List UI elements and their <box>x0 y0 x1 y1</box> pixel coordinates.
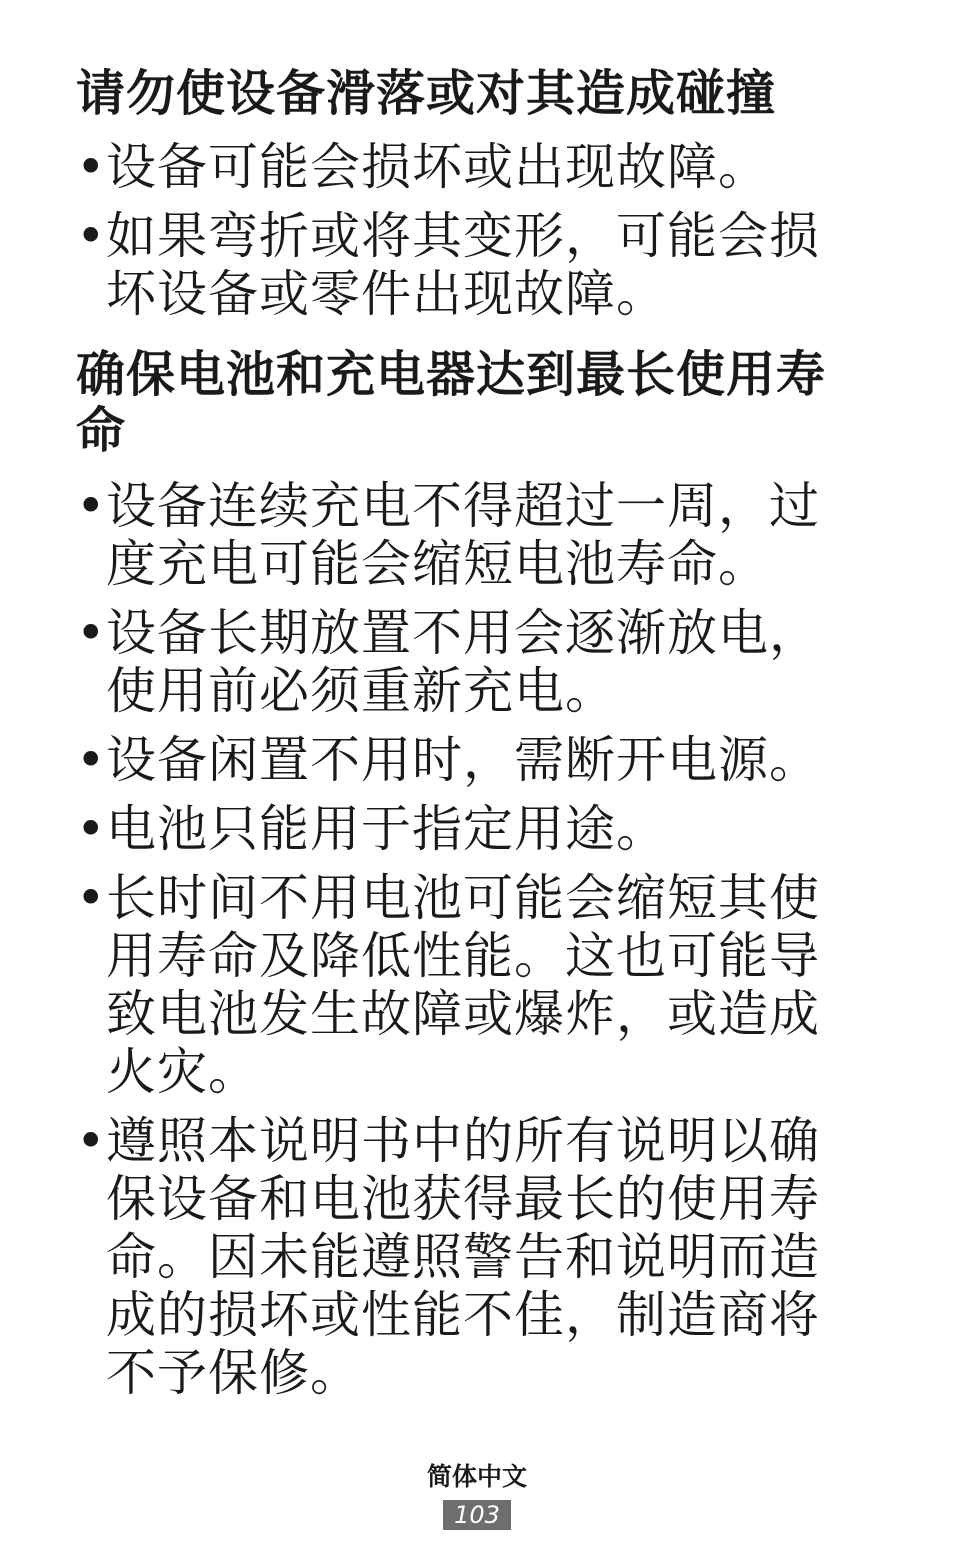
bullet-icon: • <box>76 138 107 196</box>
document-page <box>76 66 866 1413</box>
list-item <box>76 800 866 858</box>
bullet-list-battery-life <box>76 477 866 1402</box>
list-item <box>76 869 866 1101</box>
bullet-icon: • <box>76 800 107 858</box>
bullet-text: 长时间不用电池可能会缩短其使用寿命及降低性能。这也可能导致电池发生故障或爆炸，或造成火灾。 <box>106 869 820 1101</box>
list-item <box>76 138 866 196</box>
list-item <box>76 731 866 789</box>
list-item <box>76 1112 866 1402</box>
bullet-icon: • <box>76 869 107 927</box>
bullet-text: 设备长期放置不用会逐渐放电，使用前必须重新充电。 <box>106 604 820 720</box>
bullet-list-drop-impact <box>76 138 866 323</box>
bullet-text: 设备连续充电不得超过一周，过度充电可能会缩短电池寿命。 <box>106 477 820 593</box>
bullet-text: 设备可能会损坏或出现故障。 <box>106 138 769 196</box>
bullet-text: 遵照本说明书中的所有说明以确保设备和电池获得最长的使用寿命。因未能遵照警告和说明而造成的损坏或性能不佳，制造商将不予保修。 <box>106 1112 820 1402</box>
bullet-icon: • <box>76 207 107 265</box>
bullet-text: 设备闲置不用时，需断开电源。 <box>106 731 820 789</box>
bullet-icon: • <box>76 1112 107 1170</box>
list-item <box>76 207 866 323</box>
bullet-icon: • <box>76 604 107 662</box>
section-heading-battery-life: 确保电池和充电器达到最长使用寿命 <box>76 346 827 459</box>
page-number-badge: 103 <box>443 1500 511 1530</box>
list-item <box>76 604 866 720</box>
bullet-icon: • <box>76 731 107 789</box>
bullet-text: 如果弯折或将其变形，可能会损坏设备或零件出现故障。 <box>106 207 820 323</box>
bullet-text: 电池只能用于指定用途。 <box>106 800 667 858</box>
bullet-icon: • <box>76 477 107 535</box>
section-heading-drop-impact: 请勿使设备滑落或对其造成碰撞 <box>76 65 777 122</box>
footer-language-label: 简体中文 <box>426 1462 527 1491</box>
page-footer <box>0 1460 954 1530</box>
list-item <box>76 477 866 593</box>
